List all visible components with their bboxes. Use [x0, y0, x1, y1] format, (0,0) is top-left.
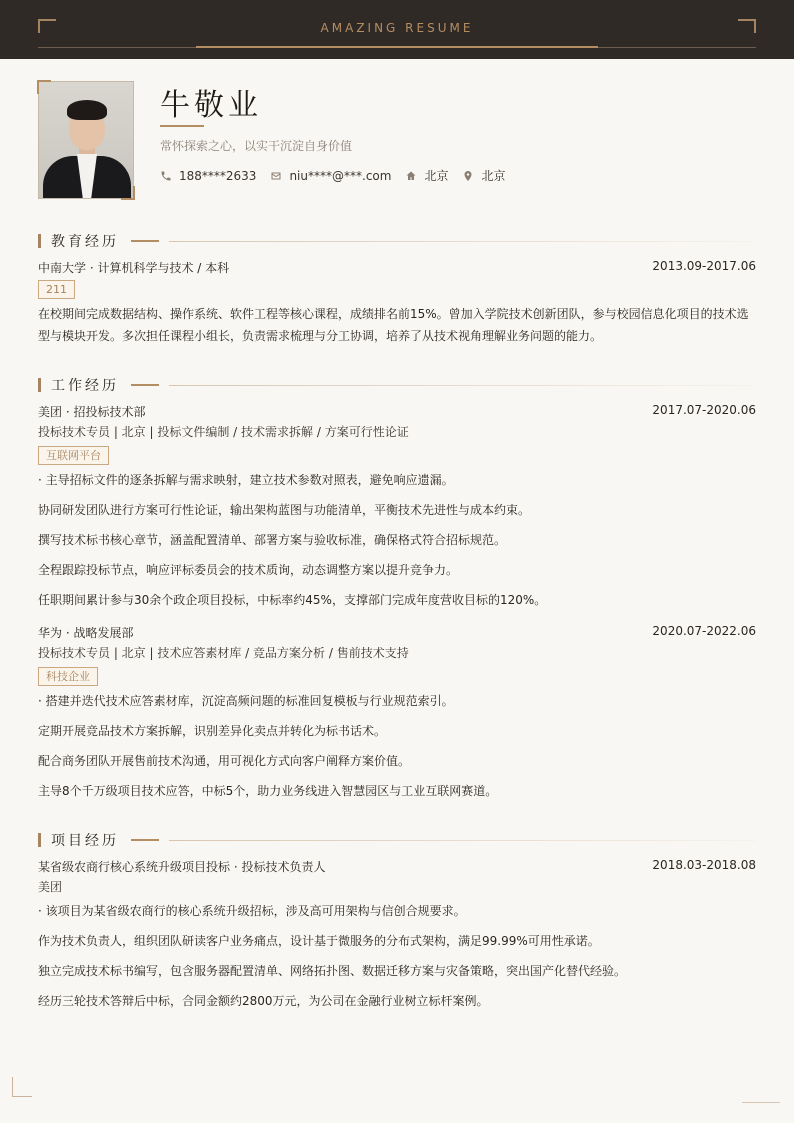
project-bullet: 独立完成技术标书编写，包含服务器配置清单、网络拓扑图、数据迁移方案与灾备策略，突出国产化替代经验。 — [38, 964, 627, 978]
work-tag: 科技企业 — [38, 667, 98, 686]
work-date: 2020.07-2022.06 — [652, 624, 756, 638]
section-title-education — [38, 231, 756, 251]
profile-photo — [38, 81, 134, 199]
work-tag: 互联网平台 — [38, 446, 109, 465]
work-bullet: 全程跟踪投标节点，响应评标委员会的技术质询，动态调整方案以提升竞争力。 — [38, 563, 459, 577]
project-name: 某省级农商行核心系统升级项目投标 · 投标技术负责人 — [38, 860, 326, 874]
contact-phone-text: 188****2633 — [179, 168, 257, 183]
avatar — [38, 81, 134, 199]
section-title-text: 项目经历 — [51, 833, 119, 849]
section-title-text: 工作经历 — [51, 378, 119, 394]
contact-email — [270, 169, 391, 183]
page-corner-decoration — [12, 1077, 32, 1097]
contact-home — [405, 167, 448, 184]
education-tag: 211 — [38, 280, 75, 299]
work-bullet: 主导8个千万级项目技术应答，中标5个，助力业务线进入智慧园区与工业互联网赛道。 — [38, 784, 498, 798]
work-bullet: 协同研发团队进行方案可行性论证，输出架构蓝图与功能清单，平衡技术先进性与成本约束。 — [38, 503, 531, 517]
project-date: 2018.03-2018.08 — [652, 858, 756, 872]
photo-corner-bottom-right — [121, 186, 135, 200]
candidate-motto: 常怀探索之心，以实干沉淀自身价值 — [160, 139, 353, 153]
project-bullet: · 该项目为某省级农商行的核心系统升级招标，涉及高可用架构与信创合规要求。 — [38, 904, 466, 918]
contact-email-text: niu****@***.com — [289, 168, 392, 183]
photo-corner-top-left — [37, 80, 51, 94]
contact-location — [462, 167, 505, 184]
project-org: 美团 — [38, 880, 63, 894]
header-rule-accent — [196, 46, 598, 48]
contact-phone — [160, 169, 256, 183]
education-desc-line-1: 在校期间完成数据结构、操作系统、软件工程等核心课程，成绩排名前15%。曾加入学院技术创新团队，参与校园信息化项目的技术选 — [38, 307, 749, 321]
work-entry-head — [38, 403, 756, 420]
header-brand: AMAZING RESUME — [320, 21, 474, 35]
education-entry-head — [38, 259, 756, 276]
mail-icon — [270, 170, 282, 182]
home-icon — [405, 170, 417, 182]
work-bullet: 任职期间累计参与30余个政企项目投标，中标率约45%，支撑部门完成年度营收目标的120%。 — [38, 593, 547, 607]
work-entry-head — [38, 624, 756, 641]
contact-location-text: 北京 — [481, 169, 506, 183]
work-role: 投标技术专员 | 北京 | 技术应答素材库 / 竞品方案分析 / 售前技术支持 — [38, 646, 409, 660]
project-bullet: 作为技术负责人，组织团队研读客户业务痛点，设计基于微服务的分布式架构，满足99.99%可用性承诺。 — [38, 934, 600, 948]
page-rule-decoration — [742, 1102, 780, 1103]
section-title-text: 教育经历 — [51, 234, 119, 250]
contact-home-text: 北京 — [424, 169, 449, 183]
work-date: 2017.07-2020.06 — [652, 403, 756, 417]
section-title-projects — [38, 830, 756, 850]
work-bullet: 定期开展竞品技术方案拆解，识别差异化卖点并转化为标书话术。 — [38, 724, 387, 738]
education-date: 2013.09-2017.06 — [652, 259, 756, 273]
section-title-work — [38, 375, 756, 395]
education-school: 中南大学 · 计算机科学与技术 / 本科 — [38, 261, 230, 275]
phone-icon — [160, 170, 172, 182]
project-entry-head — [38, 858, 756, 875]
education-desc-line-2: 型与模块开发。多次担任课程小组长，负责需求梳理与分工协调，培养了从技术视角理解业务问题的能力。 — [38, 329, 603, 343]
work-bullet: · 主导招标文件的逐条拆解与需求映射，建立技术参数对照表，避免响应遗漏。 — [38, 473, 454, 487]
work-org: 华为 · 战略发展部 — [38, 626, 134, 640]
work-org: 美团 · 招投标技术部 — [38, 405, 146, 419]
candidate-name: 牛敬业 — [160, 88, 262, 123]
work-bullet: 撰写技术标书核心章节，涵盖配置清单、部署方案与验收标准，确保格式符合招标规范。 — [38, 533, 507, 547]
location-pin-icon — [462, 170, 474, 182]
project-bullet: 经历三轮技术答辩后中标，合同金额约2800万元，为公司在金融行业树立标杆案例。 — [38, 994, 489, 1008]
name-underline — [160, 125, 204, 127]
work-role: 投标技术专员 | 北京 | 投标文件编制 / 技术需求拆解 / 方案可行性论证 — [38, 425, 409, 439]
work-bullet: · 搭建并迭代技术应答素材库，沉淀高频问题的标准回复模板与行业规范索引。 — [38, 694, 454, 708]
work-bullet: 配合商务团队开展售前技术沟通，用可视化方式向客户阐释方案价值。 — [38, 754, 411, 768]
contact-list — [160, 167, 519, 184]
resume-header-bar — [0, 0, 794, 59]
